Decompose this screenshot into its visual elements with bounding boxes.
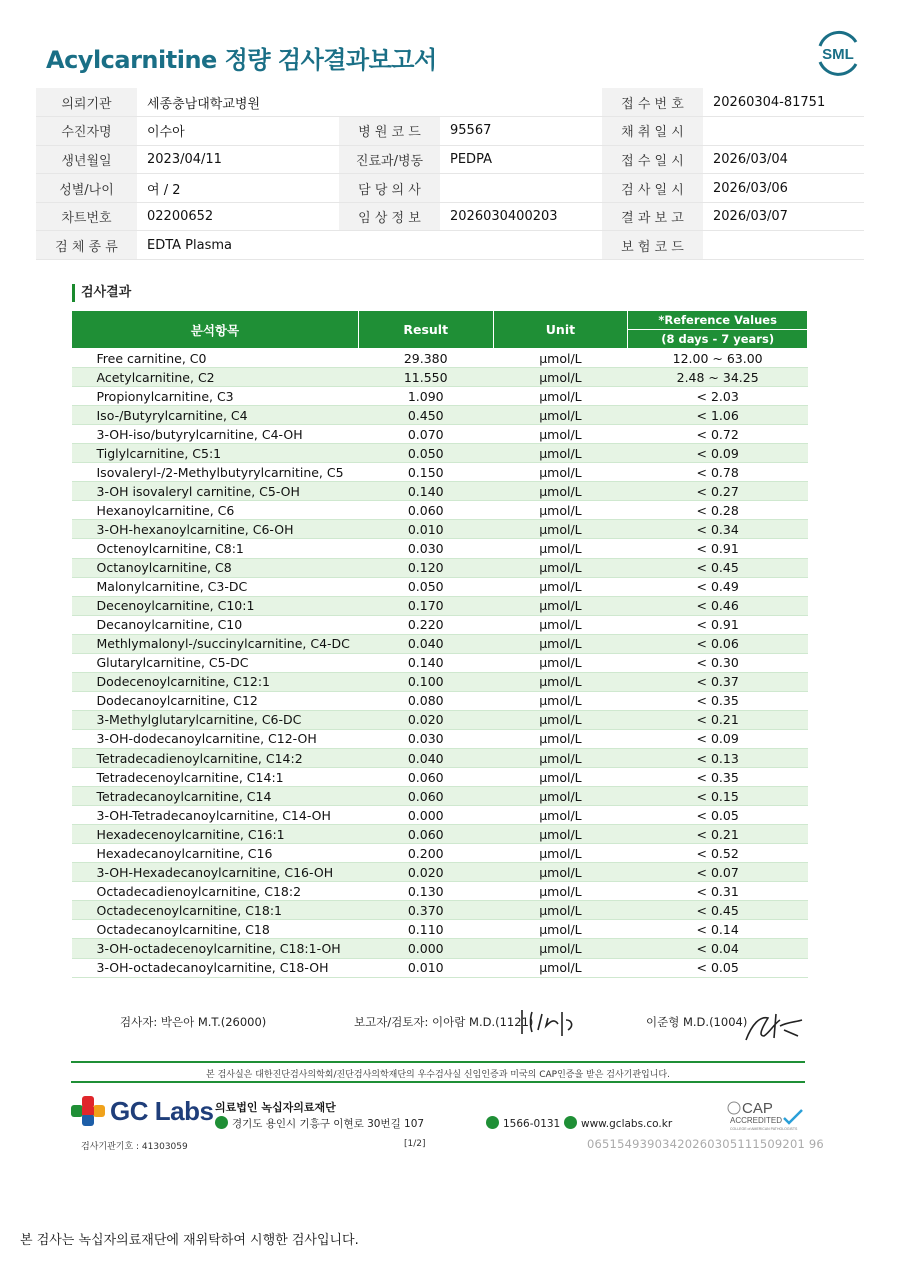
result-row [72, 691, 808, 710]
result-unit: μmol/L [493, 806, 628, 825]
info-label: 수진자명 [36, 117, 137, 146]
result-value: 0.070 [358, 425, 493, 444]
info-label: 채 취 일 시 [602, 117, 703, 146]
result-row [72, 672, 808, 691]
result-value: 0.130 [358, 882, 493, 901]
info-value: 2026/03/07 [703, 202, 864, 231]
info-value: 95567 [440, 117, 602, 146]
reviewer-signature [518, 1004, 578, 1040]
analyte-name: Octadecanoylcarnitine, C18 [72, 920, 359, 939]
analyte-name: 3-OH-dodecanoylcarnitine, C12-OH [72, 729, 359, 748]
info-row [36, 88, 864, 117]
info-label: 접 수 번 호 [602, 88, 703, 117]
info-value [440, 88, 602, 117]
info-label: 임 상 정 보 [339, 202, 440, 231]
info-label: 의뢰기관 [36, 88, 137, 117]
header-item: 분석항목 [72, 311, 359, 349]
header-unit: Unit [493, 311, 628, 349]
director-signature [740, 1006, 806, 1046]
info-label: 접 수 일 시 [602, 145, 703, 174]
result-unit: μmol/L [493, 482, 628, 501]
reference-value: < 0.06 [628, 634, 808, 653]
info-label: 결 과 보 고 [602, 202, 703, 231]
reference-value: < 0.46 [628, 596, 808, 615]
reference-value: 2.48 ~ 34.25 [628, 368, 808, 387]
result-value: 0.010 [358, 520, 493, 539]
report-title: Acylcarnitine 정량 검사결과보고서 [46, 46, 437, 74]
result-value: 0.220 [358, 615, 493, 634]
reference-value: < 0.45 [628, 558, 808, 577]
result-unit: μmol/L [493, 501, 628, 520]
home-icon [564, 1116, 577, 1129]
analyte-name: 3-OH-iso/butyrylcarnitine, C4-OH [72, 425, 359, 444]
foundation-name: 의료법인 녹십자의료재단 [215, 1101, 336, 1114]
reference-value: < 0.05 [628, 958, 808, 977]
result-value: 0.140 [358, 653, 493, 672]
info-label: 보 험 코 드 [602, 231, 703, 260]
info-row [36, 117, 864, 146]
reference-value: < 0.35 [628, 691, 808, 710]
result-value: 0.060 [358, 501, 493, 520]
reviewer-signature-label: 보고자/검토자: 이아람 M.D.(1121) [354, 1015, 534, 1029]
certification-note: 본 검사실은 대한진단검사의학회/진단검사의학재단의 우수검사실 신임인증과 미국의 CAP인증을 받은 검사기관입니다. [206, 1070, 670, 1080]
footer-bottom-rule [71, 1081, 805, 1083]
info-row [36, 231, 864, 260]
result-unit: μmol/L [493, 825, 628, 844]
header-result: Result [358, 311, 493, 349]
info-value [703, 231, 864, 260]
analyte-name: Decenoylcarnitine, C10:1 [72, 596, 359, 615]
result-row [72, 387, 808, 406]
analyte-name: 3-OH isovaleryl carnitine, C5-OH [72, 482, 359, 501]
result-value: 0.060 [358, 787, 493, 806]
result-unit: μmol/L [493, 729, 628, 748]
result-unit: μmol/L [493, 368, 628, 387]
reference-value: < 0.27 [628, 482, 808, 501]
info-value: 2026030400203 [440, 202, 602, 231]
result-value: 0.150 [358, 463, 493, 482]
result-unit: μmol/L [493, 768, 628, 787]
result-value: 0.140 [358, 482, 493, 501]
result-unit: μmol/L [493, 691, 628, 710]
analyte-name: Malonylcarnitine, C3-DC [72, 577, 359, 596]
cap-logo-text: CAP [742, 1100, 773, 1117]
reference-value: < 0.91 [628, 615, 808, 634]
analyte-name: Tetradecenoylcarnitine, C14:1 [72, 768, 359, 787]
result-value: 0.030 [358, 539, 493, 558]
phone [486, 1116, 560, 1130]
header-reference-range: (8 days - 7 years) [628, 330, 808, 349]
result-unit: μmol/L [493, 615, 628, 634]
info-label: 검 체 종 류 [36, 231, 137, 260]
info-label: 병 원 코 드 [339, 117, 440, 146]
result-row [72, 425, 808, 444]
analyte-name: 3-OH-octadecenoylcarnitine, C18:1-OH [72, 939, 359, 958]
reference-value: 12.00 ~ 63.00 [628, 349, 808, 368]
analyte-name: 3-OH-hexanoylcarnitine, C6-OH [72, 520, 359, 539]
analyte-name: Tetradecanoylcarnitine, C14 [72, 787, 359, 806]
result-value: 0.370 [358, 901, 493, 920]
gc-labs-brand: GC Labs [110, 1096, 214, 1126]
result-row [72, 577, 808, 596]
analyte-name: Tetradecadienoylcarnitine, C14:2 [72, 748, 359, 767]
info-label: 담 당 의 사 [339, 174, 440, 203]
result-row [72, 349, 808, 368]
reference-value: < 0.31 [628, 882, 808, 901]
reference-value: < 0.49 [628, 577, 808, 596]
analyte-name: Methlymalonyl-/succinylcarnitine, C4-DC [72, 634, 359, 653]
result-row [72, 901, 808, 920]
result-unit: μmol/L [493, 939, 628, 958]
info-row [36, 145, 864, 174]
result-value: 11.550 [358, 368, 493, 387]
reference-value: < 0.04 [628, 939, 808, 958]
info-row [36, 202, 864, 231]
outsourcing-note: 본 검사는 녹십자의료재단에 재위탁하여 시행한 검사입니다. [20, 1233, 359, 1248]
result-value: 29.380 [358, 349, 493, 368]
reference-value: < 0.13 [628, 748, 808, 767]
result-unit: μmol/L [493, 710, 628, 729]
result-unit: μmol/L [493, 406, 628, 425]
analyte-name: Acetylcarnitine, C2 [72, 368, 359, 387]
result-value: 0.000 [358, 806, 493, 825]
info-label: 진료과/병동 [339, 145, 440, 174]
reference-value: < 0.91 [628, 539, 808, 558]
website [564, 1116, 672, 1130]
reference-value: < 0.21 [628, 825, 808, 844]
result-value: 0.040 [358, 748, 493, 767]
sml-logo-text: SML [822, 46, 854, 63]
analyte-name: 3-OH-octadecanoylcarnitine, C18-OH [72, 958, 359, 977]
patient-info-table [36, 88, 864, 260]
info-label [339, 231, 440, 260]
result-unit: μmol/L [493, 653, 628, 672]
result-value: 0.080 [358, 691, 493, 710]
result-row [72, 368, 808, 387]
website-url[interactable]: www.gclabs.co.kr [581, 1118, 673, 1130]
analyte-name: Hexadecanoylcarnitine, C16 [72, 844, 359, 863]
result-row [72, 825, 808, 844]
analyte-name: Glutarylcarnitine, C5-DC [72, 653, 359, 672]
phone-icon [486, 1116, 499, 1129]
analyte-name: Dodecanoylcarnitine, C12 [72, 691, 359, 710]
result-unit: μmol/L [493, 577, 628, 596]
result-row [72, 444, 808, 463]
address-text: 경기도 용인시 기흥구 이현로 30번길 107 [232, 1118, 425, 1130]
cap-college-text: COLLEGE of AMERICAN PATHOLOGISTS [730, 1127, 798, 1131]
analyte-name: Hexadecenoylcarnitine, C16:1 [72, 825, 359, 844]
result-row [72, 482, 808, 501]
reference-value: < 0.37 [628, 672, 808, 691]
results-table [71, 310, 808, 978]
result-row [72, 653, 808, 672]
result-unit: μmol/L [493, 596, 628, 615]
location-pin-icon [215, 1116, 228, 1129]
reference-value: < 0.52 [628, 844, 808, 863]
result-row [72, 463, 808, 482]
info-value [440, 231, 602, 260]
result-value: 0.020 [358, 863, 493, 882]
result-unit: μmol/L [493, 520, 628, 539]
result-row [72, 615, 808, 634]
info-label: 차트번호 [36, 202, 137, 231]
analyte-name: Decanoylcarnitine, C10 [72, 615, 359, 634]
info-value: PEDPA [440, 145, 602, 174]
info-label: 성별/나이 [36, 174, 137, 203]
analyte-name: 3-Methylglutarylcarnitine, C6-DC [72, 710, 359, 729]
result-row [72, 748, 808, 767]
result-row [72, 920, 808, 939]
result-unit: μmol/L [493, 901, 628, 920]
analyte-name: Isovaleryl-/2-Methylbutyrylcarnitine, C5 [72, 463, 359, 482]
analyte-name: Hexanoylcarnitine, C6 [72, 501, 359, 520]
result-row [72, 558, 808, 577]
header-reference: *Reference Values [628, 311, 808, 330]
result-unit: μmol/L [493, 863, 628, 882]
result-value: 0.060 [358, 768, 493, 787]
result-value: 0.020 [358, 710, 493, 729]
info-value: 세종충남대학교병원 [137, 88, 339, 117]
result-row [72, 939, 808, 958]
info-label [339, 88, 440, 117]
reference-value: < 0.30 [628, 653, 808, 672]
result-value: 0.040 [358, 634, 493, 653]
analyte-name: Octenoylcarnitine, C8:1 [72, 539, 359, 558]
analyte-name: Tiglylcarnitine, C5:1 [72, 444, 359, 463]
result-value: 1.090 [358, 387, 493, 406]
info-row [36, 174, 864, 203]
result-row [72, 406, 808, 425]
reference-value: < 0.45 [628, 901, 808, 920]
info-value [440, 174, 602, 203]
reference-value: < 1.06 [628, 406, 808, 425]
result-row [72, 729, 808, 748]
result-unit: μmol/L [493, 958, 628, 977]
reference-value: < 0.15 [628, 787, 808, 806]
result-value: 0.200 [358, 844, 493, 863]
gc-cross-icon [70, 1095, 106, 1127]
analyte-name: Octanoylcarnitine, C8 [72, 558, 359, 577]
result-row [72, 520, 808, 539]
analyte-name: Octadecenoylcarnitine, C18:1 [72, 901, 359, 920]
reference-value: < 0.14 [628, 920, 808, 939]
result-row [72, 501, 808, 520]
analyte-name: Iso-/Butyrylcarnitine, C4 [72, 406, 359, 425]
info-value: 20260304-81751 [703, 88, 864, 117]
result-unit: μmol/L [493, 558, 628, 577]
result-value: 0.050 [358, 444, 493, 463]
cap-accredited-logo [726, 1098, 806, 1132]
info-value [703, 117, 864, 146]
result-unit: μmol/L [493, 882, 628, 901]
result-value: 0.050 [358, 577, 493, 596]
info-value: EDTA Plasma [137, 231, 339, 260]
info-label: 검 사 일 시 [602, 174, 703, 203]
result-row [72, 596, 808, 615]
cap-accredited-text: ACCREDITED [730, 1116, 783, 1125]
institution-code: 검사기관기호 : 41303059 [81, 1142, 188, 1152]
reference-value: < 0.72 [628, 425, 808, 444]
reference-value: < 0.34 [628, 520, 808, 539]
result-unit: μmol/L [493, 444, 628, 463]
page-number: [1/2] [404, 1139, 426, 1149]
result-row [72, 882, 808, 901]
result-row [72, 710, 808, 729]
result-unit: μmol/L [493, 787, 628, 806]
info-value: 2026/03/06 [703, 174, 864, 203]
result-unit: μmol/L [493, 387, 628, 406]
reference-value: < 0.28 [628, 501, 808, 520]
result-row [72, 863, 808, 882]
director-signature-label: 이준형 M.D.(1004) [646, 1015, 748, 1029]
result-unit: μmol/L [493, 844, 628, 863]
info-label: 생년월일 [36, 145, 137, 174]
analyte-name: Propionylcarnitine, C3 [72, 387, 359, 406]
info-value: 2026/03/04 [703, 145, 864, 174]
result-unit: μmol/L [493, 425, 628, 444]
reference-value: < 0.21 [628, 710, 808, 729]
result-unit: μmol/L [493, 539, 628, 558]
result-row [72, 768, 808, 787]
result-row [72, 539, 808, 558]
analyte-name: 3-OH-Tetradecanoylcarnitine, C14-OH [72, 806, 359, 825]
reference-value: < 0.78 [628, 463, 808, 482]
sml-logo [812, 30, 864, 76]
analyte-name: 3-OH-Hexadecanoylcarnitine, C16-OH [72, 863, 359, 882]
reference-value: < 0.09 [628, 729, 808, 748]
result-unit: μmol/L [493, 634, 628, 653]
analyte-name: Free carnitine, C0 [72, 349, 359, 368]
result-unit: μmol/L [493, 748, 628, 767]
result-value: 0.450 [358, 406, 493, 425]
result-value: 0.100 [358, 672, 493, 691]
analyte-name: Dodecenoylcarnitine, C12:1 [72, 672, 359, 691]
result-value: 0.110 [358, 920, 493, 939]
tester-signature-label: 검사자: 박은아 M.T.(26000) [120, 1015, 267, 1029]
info-value: 여 / 2 [137, 174, 339, 203]
footer-top-rule [71, 1061, 805, 1063]
result-row [72, 844, 808, 863]
result-unit: μmol/L [493, 349, 628, 368]
phone-number: 1566-0131 [503, 1118, 561, 1130]
result-value: 0.060 [358, 825, 493, 844]
result-value: 0.030 [358, 729, 493, 748]
result-value: 0.120 [358, 558, 493, 577]
result-value: 0.170 [358, 596, 493, 615]
info-value: 이수아 [137, 117, 339, 146]
result-value: 0.010 [358, 958, 493, 977]
reference-value: < 0.35 [628, 768, 808, 787]
result-unit: μmol/L [493, 920, 628, 939]
result-unit: μmol/L [493, 463, 628, 482]
result-value: 0.000 [358, 939, 493, 958]
result-row [72, 787, 808, 806]
barcode-number: 06515493903420260305111509201 96 [587, 1137, 824, 1151]
info-value: 2023/04/11 [137, 145, 339, 174]
result-unit: μmol/L [493, 672, 628, 691]
reference-value: < 0.07 [628, 863, 808, 882]
reference-value: < 0.05 [628, 806, 808, 825]
reference-value: < 0.09 [628, 444, 808, 463]
reference-value: < 2.03 [628, 387, 808, 406]
address [215, 1116, 424, 1131]
analyte-name: Octadecadienoylcarnitine, C18:2 [72, 882, 359, 901]
result-row [72, 806, 808, 825]
info-value: 02200652 [137, 202, 339, 231]
result-row [72, 634, 808, 653]
result-row [72, 958, 808, 977]
section-title-results: 검사결과 [72, 284, 131, 302]
